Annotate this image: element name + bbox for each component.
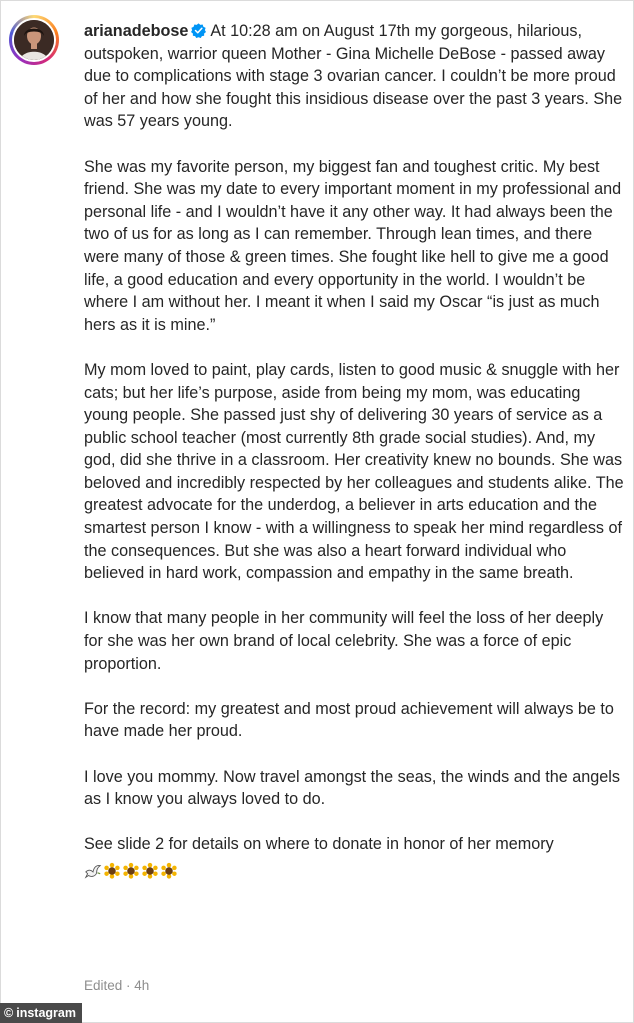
copyright-icon: © bbox=[4, 1006, 14, 1020]
caption-donate-text: See slide 2 for details on where to donate in honor of her memory bbox=[84, 835, 554, 854]
watermark-text: instagram bbox=[16, 1006, 76, 1020]
avatar-photo bbox=[14, 20, 54, 60]
emoji-row bbox=[84, 859, 179, 882]
caption-text: At 10:28 am on August 17th my gorgeous, hilarious, outspoken, warrior queen Mother - Gina Michelle DeBose - passed away due to complications with stage 3 ovarian cancer. I couldn’t be more proud of her and how she fought this insidious disease over the past 3 years. She was 57 years young. bbox=[84, 22, 623, 131]
caption-paragraph-7 bbox=[84, 833, 624, 881]
sunflower-emoji-icon bbox=[141, 862, 159, 880]
caption-paragraph-6: I love you mommy. Now travel amongst the seas, the winds and the angels as I know you always loved to do. bbox=[84, 767, 620, 809]
avatar[interactable] bbox=[9, 15, 59, 65]
username-link[interactable]: arianadebose bbox=[84, 22, 189, 40]
caption-paragraph-3: My mom loved to paint, play cards, listen to good music & snuggle with her cats; but her life’s purpose, aside from being my mom, was educating young people. She passed just shy of delivering 30 years of service as a public school teacher (most currently 8th grade social studies). And, my god, did she thrive in a classroom. Her creativity knew no bounds. She was beloved and incredibly respected by her colleagues and students alike. The greatest advocate for the underdog, a believer in arts education and the smartest person I know - with a willingness to speak her mind regardless of the consequences. But she was also a heart forward individual who believed in hard work, compassion and empathy in the same breath. bbox=[84, 360, 624, 583]
sunflower-emoji-icon bbox=[103, 862, 121, 880]
sunflower-emoji-icon bbox=[122, 862, 140, 880]
sunflower-emoji-icon bbox=[160, 862, 178, 880]
avatar-portrait-icon bbox=[14, 20, 54, 60]
post-caption bbox=[84, 20, 624, 882]
caption-paragraph-4: I know that many people in her community will feel the loss of her deeply for she was her own brand of local celebrity. She was a force of epic proportion. bbox=[84, 609, 604, 673]
caption-paragraph-2: She was my favorite person, my biggest fan and toughest critic. My best friend. She was my date to every important moment in my professional and personal life - and I wouldn’t have it any other way. It had always been the two of us for as long as I can remember. Through lean times, and there were many of those & green times. She fought like hell to give me a good life, a good education and every opportunity in the world. I wouldn’t be where I am without her. I meant it when I said my Oscar “is just as much hers as it is mine.” bbox=[84, 157, 622, 334]
dove-emoji-icon bbox=[84, 862, 102, 880]
caption-paragraph-1 bbox=[84, 20, 624, 133]
caption-paragraph-5: For the record: my greatest and most proud achievement will always be to have made her proud. bbox=[84, 699, 614, 741]
post-meta-edited-time: Edited · 4h bbox=[84, 978, 150, 993]
instagram-watermark bbox=[0, 1003, 82, 1023]
verified-badge-icon bbox=[191, 23, 206, 38]
